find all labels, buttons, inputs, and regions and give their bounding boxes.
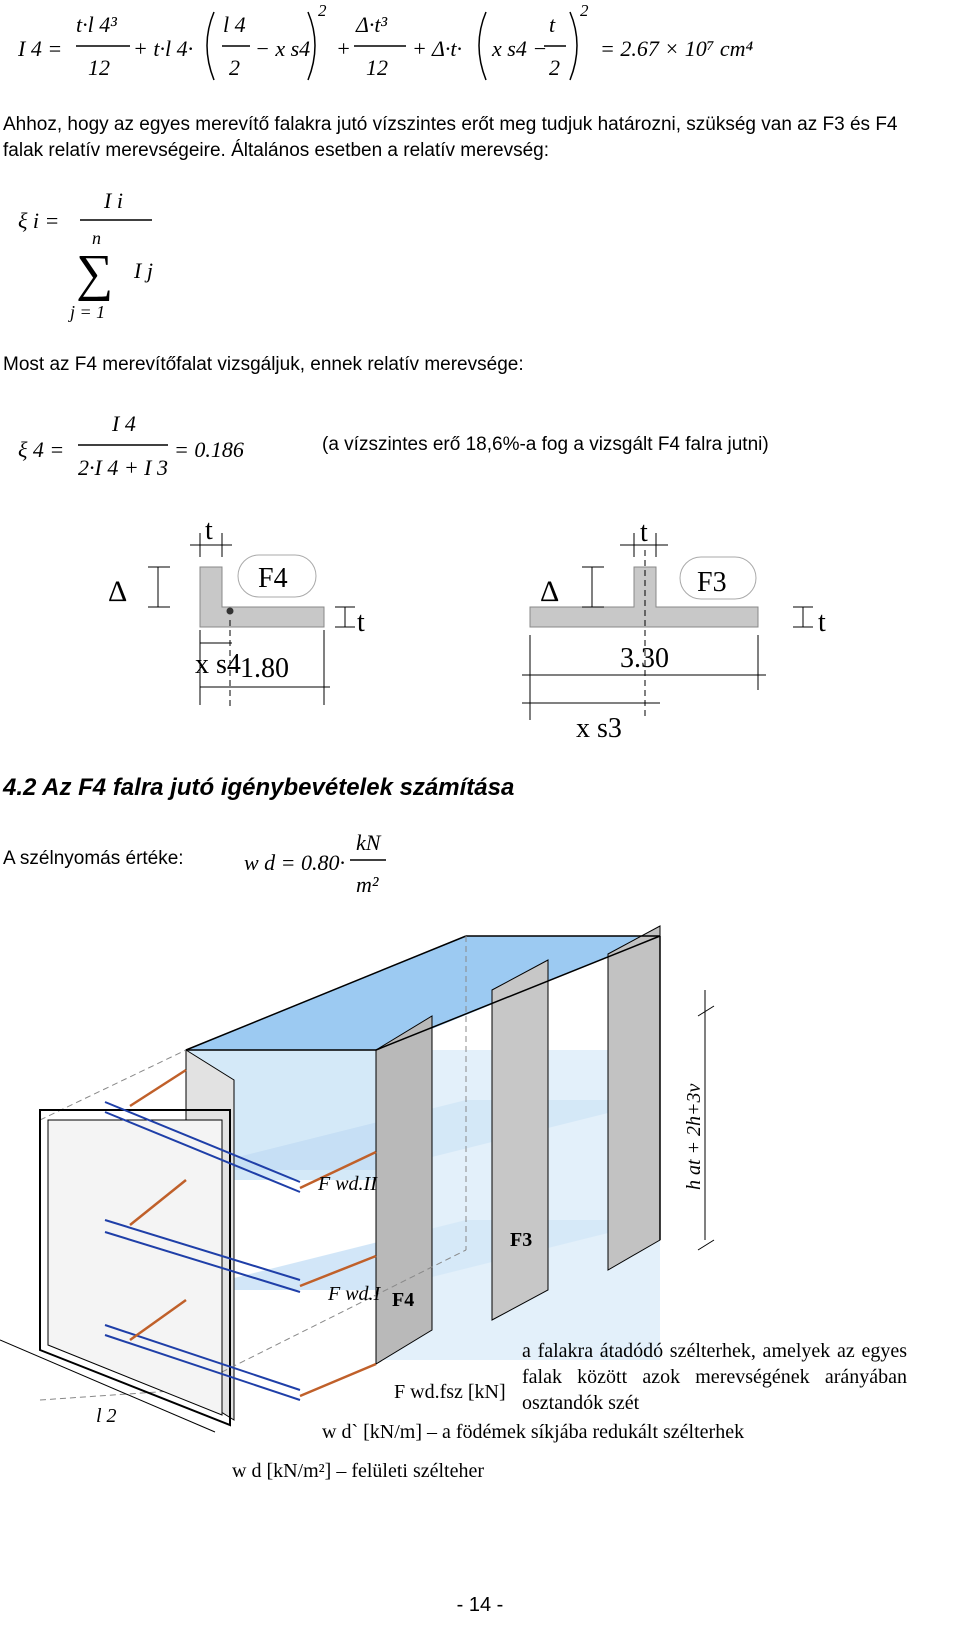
f3-label: F3 [697, 567, 727, 598]
f3-wall [492, 960, 548, 1320]
eq1-t3-num: Δ·t³ [356, 12, 388, 37]
f4-t-side: t [357, 607, 365, 638]
centroid-dot [227, 608, 234, 615]
figure-note: a falakra átadódó szélterhek, amelyek az egyes falak között azok merevségének arányában osztandók szét [522, 1340, 907, 1414]
eq1-result: = 2.67 × 10⁷ cm⁴ [600, 36, 754, 61]
eq4-lhs: w d = 0.80· [244, 850, 346, 875]
eq1-q-den: 2 [549, 55, 560, 80]
paragraph-relative-stiffness: Ahhoz, hogy az egyes merevítő falakra jutó vízszintes erőt meg tudjuk határozni, szükség van az F3 és F4 falak relatív merevségeire. Általános esetben a relatív merevség: [3, 114, 898, 161]
equation-wd [244, 828, 444, 906]
f4-label: F4 [258, 563, 288, 594]
eq2-num: I i [104, 188, 123, 213]
eq4-den: m² [356, 872, 379, 897]
eq3-result: = 0.186 [174, 437, 244, 462]
eq1-p-num: l 4 [223, 12, 246, 37]
equation-i4 [18, 0, 958, 90]
height-label: h at + 2h+3v [683, 1083, 705, 1190]
f3-wall-label: F3 [510, 1229, 533, 1251]
eq1-p-minus: − x s4 [255, 36, 311, 61]
end-wall [608, 926, 660, 1270]
eq3-den: 2·I 4 + I 3 [78, 455, 168, 480]
fwdfsz-label: F wd.fsz [kN] [394, 1381, 506, 1403]
f3-dim: 3.30 [620, 643, 669, 674]
eq1-q-a: x s4 − [492, 36, 548, 61]
equation-xi-4 [18, 405, 298, 495]
page-number: - 14 - [456, 1594, 504, 1616]
paragraph-f4-wall: Most az F4 merevítőfalat vizsgáljuk, ennek relatív merevsége: [3, 354, 524, 375]
f3-xs: x s3 [576, 713, 622, 744]
fwd1-label: F wd.I [328, 1283, 381, 1305]
wd-label: w d [kN/m²] – felületi szélteher [232, 1460, 485, 1482]
eq1-sq: 2 [318, 1, 327, 20]
eq3-num: I 4 [112, 411, 136, 436]
eq1-plus1: + t·l 4· [133, 36, 194, 61]
f4-dim: 1.80 [240, 653, 289, 684]
wd-prime-label: w d` [kN/m] – a födémek síkjába redukált szélterhek [322, 1421, 745, 1443]
eq1-p-den: 2 [229, 55, 240, 80]
eq3-lhs: ξ 4 = [18, 437, 65, 462]
sum-symbol: ∑ [76, 245, 114, 302]
eq1-plus3: + Δ·t· [412, 36, 462, 61]
f4-t-top: t [205, 515, 213, 546]
l2-label: l 2 [96, 1405, 117, 1427]
eq1-lhs: I 4 = [18, 36, 63, 61]
eq1-t1-num: t·l 4³ [76, 12, 117, 37]
eq1-plus2: + [336, 36, 351, 61]
eq1-sq2: 2 [580, 1, 589, 20]
eq1-t1-den: 12 [88, 55, 110, 80]
f4-xs: x s4 [195, 649, 241, 680]
wind-label: A szélnyomás értéke: [3, 848, 184, 869]
delta-icon: Δ [108, 575, 128, 608]
eq3-note: (a vízszintes erő 18,6%-a fog a vizsgált F4 falra jutni) [322, 434, 769, 455]
cross-section-figure [0, 505, 960, 750]
fwd2-label: F wd.II [318, 1173, 377, 1195]
f3-t-side: t [818, 607, 826, 638]
eq2-sum-top: n [92, 228, 101, 248]
f3-t-top: t [640, 517, 648, 548]
eq2-sum-bot: j = 1 [70, 302, 106, 322]
eq2-sum-term: I j [134, 258, 153, 283]
equation-xi-i [18, 180, 218, 330]
delta-icon-2: Δ [540, 575, 560, 608]
eq4-num: kN [356, 830, 381, 855]
eq2-lhs: ξ i = [18, 208, 60, 233]
f4-wall-label: F4 [392, 1289, 415, 1311]
eq1-q-num: t [549, 12, 556, 37]
eq1-t3-den: 12 [366, 55, 388, 80]
f4-wall [376, 1016, 432, 1364]
section-heading: 4.2 Az F4 falra jutó igénybevételek számítása [3, 774, 515, 801]
